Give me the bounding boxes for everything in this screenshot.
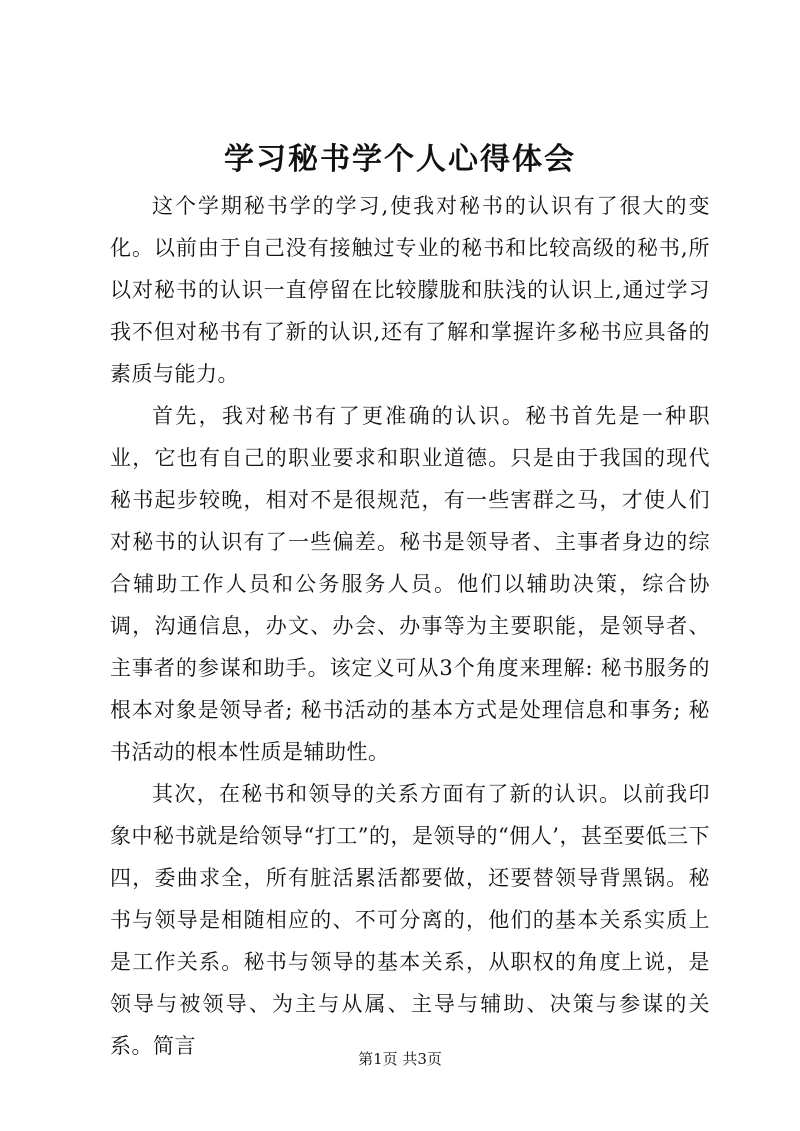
document-title: 学习秘书学个人心得体会 xyxy=(224,142,576,177)
paragraph-1: 这个学期秘书学的学习,使我对秘书的认识有了很大的变化。以前由于自己没有接触过专业的秘书和比较高级的秘书,所以对秘书的认识一直停留在比较朦胧和肤浅的认识上,通过学习我不但对秘书有了新的认识,还有了解和掌握许多秘书应具备的素质与能力。 xyxy=(110,194,710,386)
page-footer: 第1页 共3页 xyxy=(358,1050,442,1068)
paragraph-3: 其次，在秘书和领导的关系方面有了新的认识。以前我印象中秘书就是给领导“打工”的，是领导的“佣人’，甚至要低三下四，委曲求全，所有脏活累活都要做，还要替领导背黑锅。秘书与领导是相随相应的、不可分离的，他们的基本关系实质上是工作关系。秘书与领导的基本关系，从职权的角度上说，是领导与被领导、为主与从属、主导与辅助、决策与参谋的关系。简言 xyxy=(110,782,710,1058)
document-body xyxy=(110,185,710,1067)
paragraph-2: 首先，我对秘书有了更准确的认识。秘书首先是一种职业，它也有自己的职业要求和职业道德。只是由于我国的现代秘书起步较晚，相对不是很规范，有一些害群之马，才使人们对秘书的认识有了一些偏差。秘书是领导者、主事者身边的综合辅助工作人员和公务服务人员。他们以辅助决策，综合协调，沟通信息，办文、办会、办事等为主要职能，是领导者、主事者的参谋和助手。该定义可从3个角度来理解: 秘书服务的根本对象是领导者; 秘书活动的基本方式是处理信息和事务; 秘书活动的根本性质是辅助性。 xyxy=(110,404,710,764)
